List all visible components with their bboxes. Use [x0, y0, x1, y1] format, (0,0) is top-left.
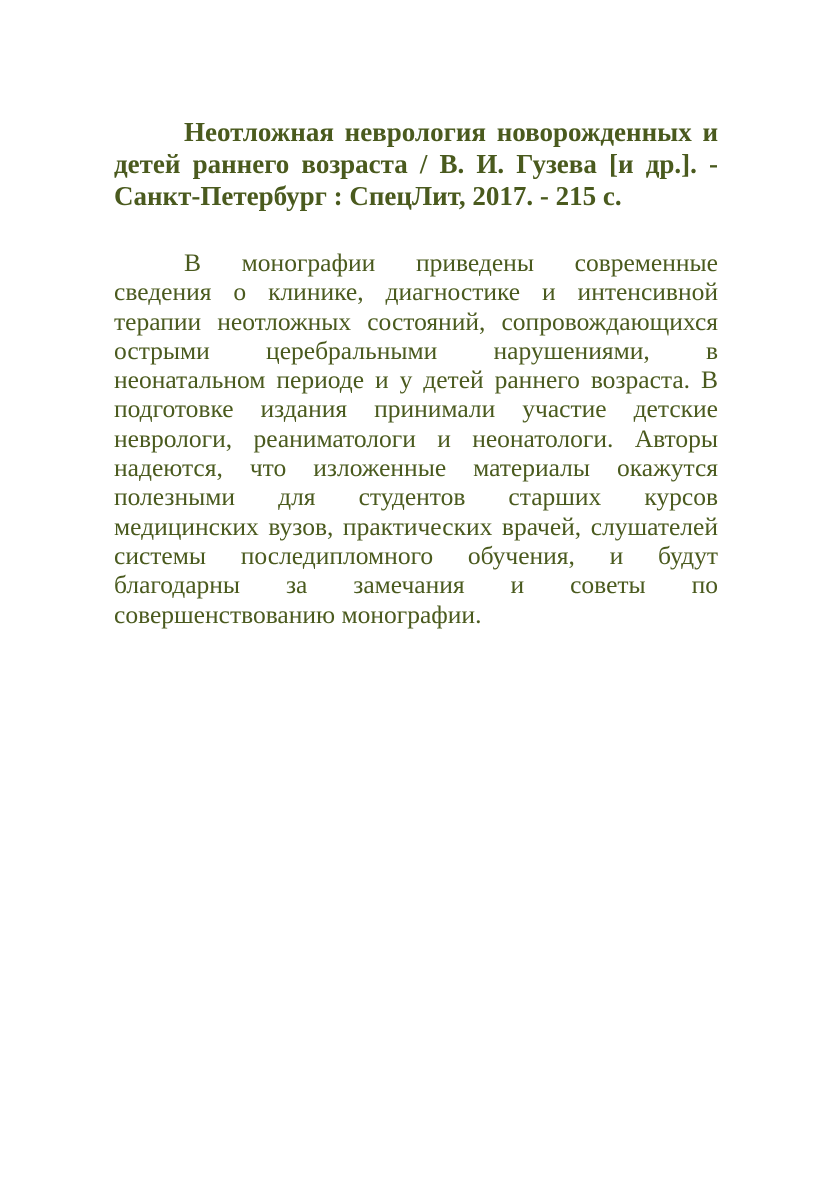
abstract-paragraph: В монографии приведены современные сведения о клинике, диагностике и интенсивной терапии неотложных состояний, сопровождающихся острыми церебральными нарушениями, в неонатальном периоде и у детей раннего возраста. В подготовке издания принимали участие детские неврологи, реаниматологи и неонатологи. Авторы надеются, что изложенные материалы окажутся полезными для студентов старших курсов медицинских вузов, практических врачей, слушателей системы последипломного обучения, и будут благодарны за замечания и советы по совершенствованию монографии. [114, 248, 718, 629]
document-content [114, 116, 718, 629]
bibliographic-title: Неотложная неврология новорожденных и детей раннего возраста / В. И. Гузева [и др.]. - Санкт-Петербург : СпецЛит, 2017. - 215 с. [114, 117, 718, 211]
